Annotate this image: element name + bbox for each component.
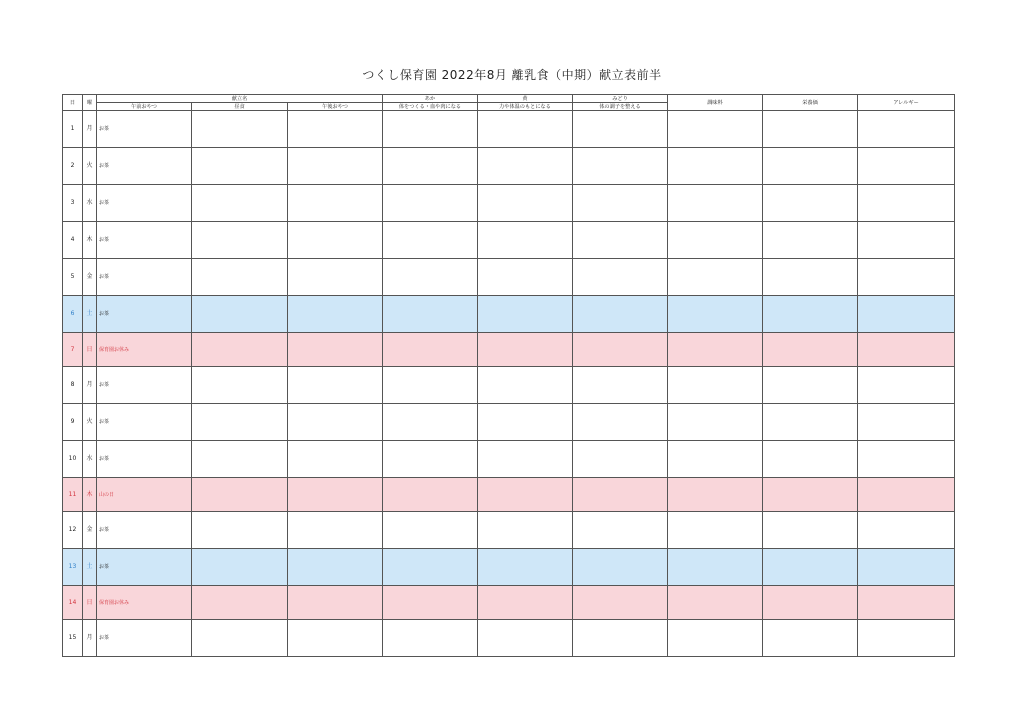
dow-cell: 水 <box>83 441 97 478</box>
seasoning-cell <box>668 111 763 148</box>
pm-snack-cell <box>288 259 383 296</box>
red-cell <box>383 296 478 333</box>
table-row <box>63 296 955 333</box>
allergy-cell <box>858 148 955 185</box>
am-snack-cell: お茶 <box>97 222 192 259</box>
empty-cell <box>668 478 763 512</box>
dow-cell: 月 <box>83 620 97 657</box>
header-nutrition: 栄養価 <box>763 95 858 111</box>
nutrition-cell <box>763 296 858 333</box>
empty-cell <box>383 586 478 620</box>
seasoning-cell <box>668 222 763 259</box>
empty-cell <box>763 478 858 512</box>
lunch-cell <box>192 549 288 586</box>
green-cell <box>573 259 668 296</box>
empty-cell <box>478 333 573 367</box>
dow-cell: 月 <box>83 111 97 148</box>
header-pm-snack: 午後おやつ <box>288 103 383 111</box>
empty-cell <box>192 333 288 367</box>
yellow-cell <box>478 404 573 441</box>
header-yellow-sub: 力や体温のもとになる <box>478 103 573 111</box>
allergy-cell <box>858 620 955 657</box>
closure-note: 保育園お休み <box>97 586 192 620</box>
allergy-cell <box>858 296 955 333</box>
day-cell: 5 <box>63 259 83 296</box>
header-green-sub: 体の調子を整える <box>573 103 668 111</box>
day-cell: 13 <box>63 549 83 586</box>
am-snack-cell: お茶 <box>97 185 192 222</box>
empty-cell <box>192 586 288 620</box>
day-cell: 3 <box>63 185 83 222</box>
empty-cell <box>858 586 955 620</box>
table-row <box>63 512 955 549</box>
dow-cell: 日 <box>83 586 97 620</box>
empty-cell <box>763 586 858 620</box>
allergy-cell <box>858 512 955 549</box>
pm-snack-cell <box>288 404 383 441</box>
day-cell: 11 <box>63 478 83 512</box>
table-row <box>63 111 955 148</box>
nutrition-cell <box>763 111 858 148</box>
header-am-snack: 午前おやつ <box>97 103 192 111</box>
seasoning-cell <box>668 549 763 586</box>
red-cell <box>383 512 478 549</box>
yellow-cell <box>478 549 573 586</box>
am-snack-cell: お茶 <box>97 259 192 296</box>
pm-snack-cell <box>288 222 383 259</box>
nutrition-cell <box>763 512 858 549</box>
lunch-cell <box>192 222 288 259</box>
day-cell: 8 <box>63 367 83 404</box>
table-row <box>63 222 955 259</box>
seasoning-cell <box>668 404 763 441</box>
pm-snack-cell <box>288 367 383 404</box>
yellow-cell <box>478 367 573 404</box>
table-row <box>63 185 955 222</box>
pm-snack-cell <box>288 549 383 586</box>
dow-cell: 火 <box>83 148 97 185</box>
empty-cell <box>478 586 573 620</box>
pm-snack-cell <box>288 148 383 185</box>
pm-snack-cell <box>288 620 383 657</box>
allergy-cell <box>858 259 955 296</box>
seasoning-cell <box>668 367 763 404</box>
day-cell: 6 <box>63 296 83 333</box>
day-cell: 2 <box>63 148 83 185</box>
day-cell: 15 <box>63 620 83 657</box>
nutrition-cell <box>763 367 858 404</box>
empty-cell <box>573 333 668 367</box>
green-cell <box>573 404 668 441</box>
red-cell <box>383 367 478 404</box>
nutrition-cell <box>763 185 858 222</box>
am-snack-cell: お茶 <box>97 367 192 404</box>
allergy-cell <box>858 185 955 222</box>
empty-cell <box>668 586 763 620</box>
empty-cell <box>288 478 383 512</box>
nutrition-cell <box>763 404 858 441</box>
am-snack-cell: お茶 <box>97 148 192 185</box>
am-snack-cell: お茶 <box>97 404 192 441</box>
pm-snack-cell <box>288 111 383 148</box>
red-cell <box>383 111 478 148</box>
green-cell <box>573 148 668 185</box>
green-cell <box>573 512 668 549</box>
dow-cell: 月 <box>83 367 97 404</box>
lunch-cell <box>192 367 288 404</box>
allergy-cell <box>858 367 955 404</box>
seasoning-cell <box>668 148 763 185</box>
nutrition-cell <box>763 549 858 586</box>
header-red: あか <box>383 95 478 103</box>
yellow-cell <box>478 222 573 259</box>
empty-cell <box>763 333 858 367</box>
empty-cell <box>573 586 668 620</box>
yellow-cell <box>478 441 573 478</box>
empty-cell <box>573 478 668 512</box>
yellow-cell <box>478 111 573 148</box>
green-cell <box>573 620 668 657</box>
yellow-cell <box>478 148 573 185</box>
table-body <box>63 111 955 657</box>
nutrition-cell <box>763 441 858 478</box>
pm-snack-cell <box>288 441 383 478</box>
seasoning-cell <box>668 620 763 657</box>
yellow-cell <box>478 512 573 549</box>
lunch-cell <box>192 259 288 296</box>
red-cell <box>383 222 478 259</box>
empty-cell <box>383 478 478 512</box>
header-day: 日 <box>63 95 83 111</box>
nutrition-cell <box>763 620 858 657</box>
red-cell <box>383 259 478 296</box>
pm-snack-cell <box>288 512 383 549</box>
red-cell <box>383 148 478 185</box>
allergy-cell <box>858 111 955 148</box>
table-row <box>63 549 955 586</box>
lunch-cell <box>192 404 288 441</box>
pm-snack-cell <box>288 296 383 333</box>
am-snack-cell: お茶 <box>97 111 192 148</box>
green-cell <box>573 296 668 333</box>
red-cell <box>383 185 478 222</box>
am-snack-cell: お茶 <box>97 549 192 586</box>
header-allergy: アレルギー <box>858 95 955 111</box>
dow-cell: 木 <box>83 478 97 512</box>
day-cell: 14 <box>63 586 83 620</box>
header-red-sub: 体をつくる・血や肉になる <box>383 103 478 111</box>
yellow-cell <box>478 296 573 333</box>
dow-cell: 土 <box>83 549 97 586</box>
allergy-cell <box>858 549 955 586</box>
empty-cell <box>288 586 383 620</box>
empty-cell <box>383 333 478 367</box>
allergy-cell <box>858 404 955 441</box>
header-green: みどり <box>573 95 668 103</box>
table-row <box>63 478 955 512</box>
day-cell: 10 <box>63 441 83 478</box>
table-row <box>63 367 955 404</box>
nutrition-cell <box>763 222 858 259</box>
header-seasoning: 調味料 <box>668 95 763 111</box>
header-menu-name: 献立名 <box>97 95 383 103</box>
closure-note: 山の日 <box>97 478 192 512</box>
lunch-cell <box>192 441 288 478</box>
empty-cell <box>192 478 288 512</box>
dow-cell: 日 <box>83 333 97 367</box>
red-cell <box>383 549 478 586</box>
header-dow: 曜 <box>83 95 97 111</box>
green-cell <box>573 185 668 222</box>
pm-snack-cell <box>288 185 383 222</box>
yellow-cell <box>478 620 573 657</box>
allergy-cell <box>858 441 955 478</box>
header-lunch: 昼食 <box>192 103 288 111</box>
lunch-cell <box>192 512 288 549</box>
day-cell: 1 <box>63 111 83 148</box>
green-cell <box>573 367 668 404</box>
red-cell <box>383 620 478 657</box>
dow-cell: 土 <box>83 296 97 333</box>
empty-cell <box>478 478 573 512</box>
empty-cell <box>858 478 955 512</box>
lunch-cell <box>192 620 288 657</box>
yellow-cell <box>478 259 573 296</box>
lunch-cell <box>192 185 288 222</box>
table-row <box>63 404 955 441</box>
header-yellow: 黄 <box>478 95 573 103</box>
am-snack-cell: お茶 <box>97 620 192 657</box>
table-header <box>63 95 955 111</box>
lunch-cell <box>192 111 288 148</box>
green-cell <box>573 549 668 586</box>
lunch-cell <box>192 148 288 185</box>
table-row <box>63 620 955 657</box>
menu-table <box>62 94 955 657</box>
empty-cell <box>288 333 383 367</box>
allergy-cell <box>858 222 955 259</box>
am-snack-cell: お茶 <box>97 512 192 549</box>
dow-cell: 火 <box>83 404 97 441</box>
dow-cell: 木 <box>83 222 97 259</box>
empty-cell <box>858 333 955 367</box>
nutrition-cell <box>763 148 858 185</box>
page-title: つくし保育園 2022年8月 離乳食（中期）献立表前半 <box>362 68 662 82</box>
seasoning-cell <box>668 512 763 549</box>
dow-cell: 金 <box>83 512 97 549</box>
seasoning-cell <box>668 296 763 333</box>
green-cell <box>573 111 668 148</box>
am-snack-cell: お茶 <box>97 296 192 333</box>
closure-note: 保育園お休み <box>97 333 192 367</box>
nutrition-cell <box>763 259 858 296</box>
day-cell: 12 <box>63 512 83 549</box>
dow-cell: 金 <box>83 259 97 296</box>
dow-cell: 水 <box>83 185 97 222</box>
red-cell <box>383 441 478 478</box>
table-row <box>63 259 955 296</box>
yellow-cell <box>478 185 573 222</box>
table-row <box>63 148 955 185</box>
day-cell: 4 <box>63 222 83 259</box>
red-cell <box>383 404 478 441</box>
lunch-cell <box>192 296 288 333</box>
empty-cell <box>668 333 763 367</box>
am-snack-cell: お茶 <box>97 441 192 478</box>
table-row <box>63 441 955 478</box>
green-cell <box>573 441 668 478</box>
table-row <box>63 586 955 620</box>
seasoning-cell <box>668 259 763 296</box>
table-row <box>63 333 955 367</box>
seasoning-cell <box>668 185 763 222</box>
green-cell <box>573 222 668 259</box>
seasoning-cell <box>668 441 763 478</box>
day-cell: 9 <box>63 404 83 441</box>
day-cell: 7 <box>63 333 83 367</box>
